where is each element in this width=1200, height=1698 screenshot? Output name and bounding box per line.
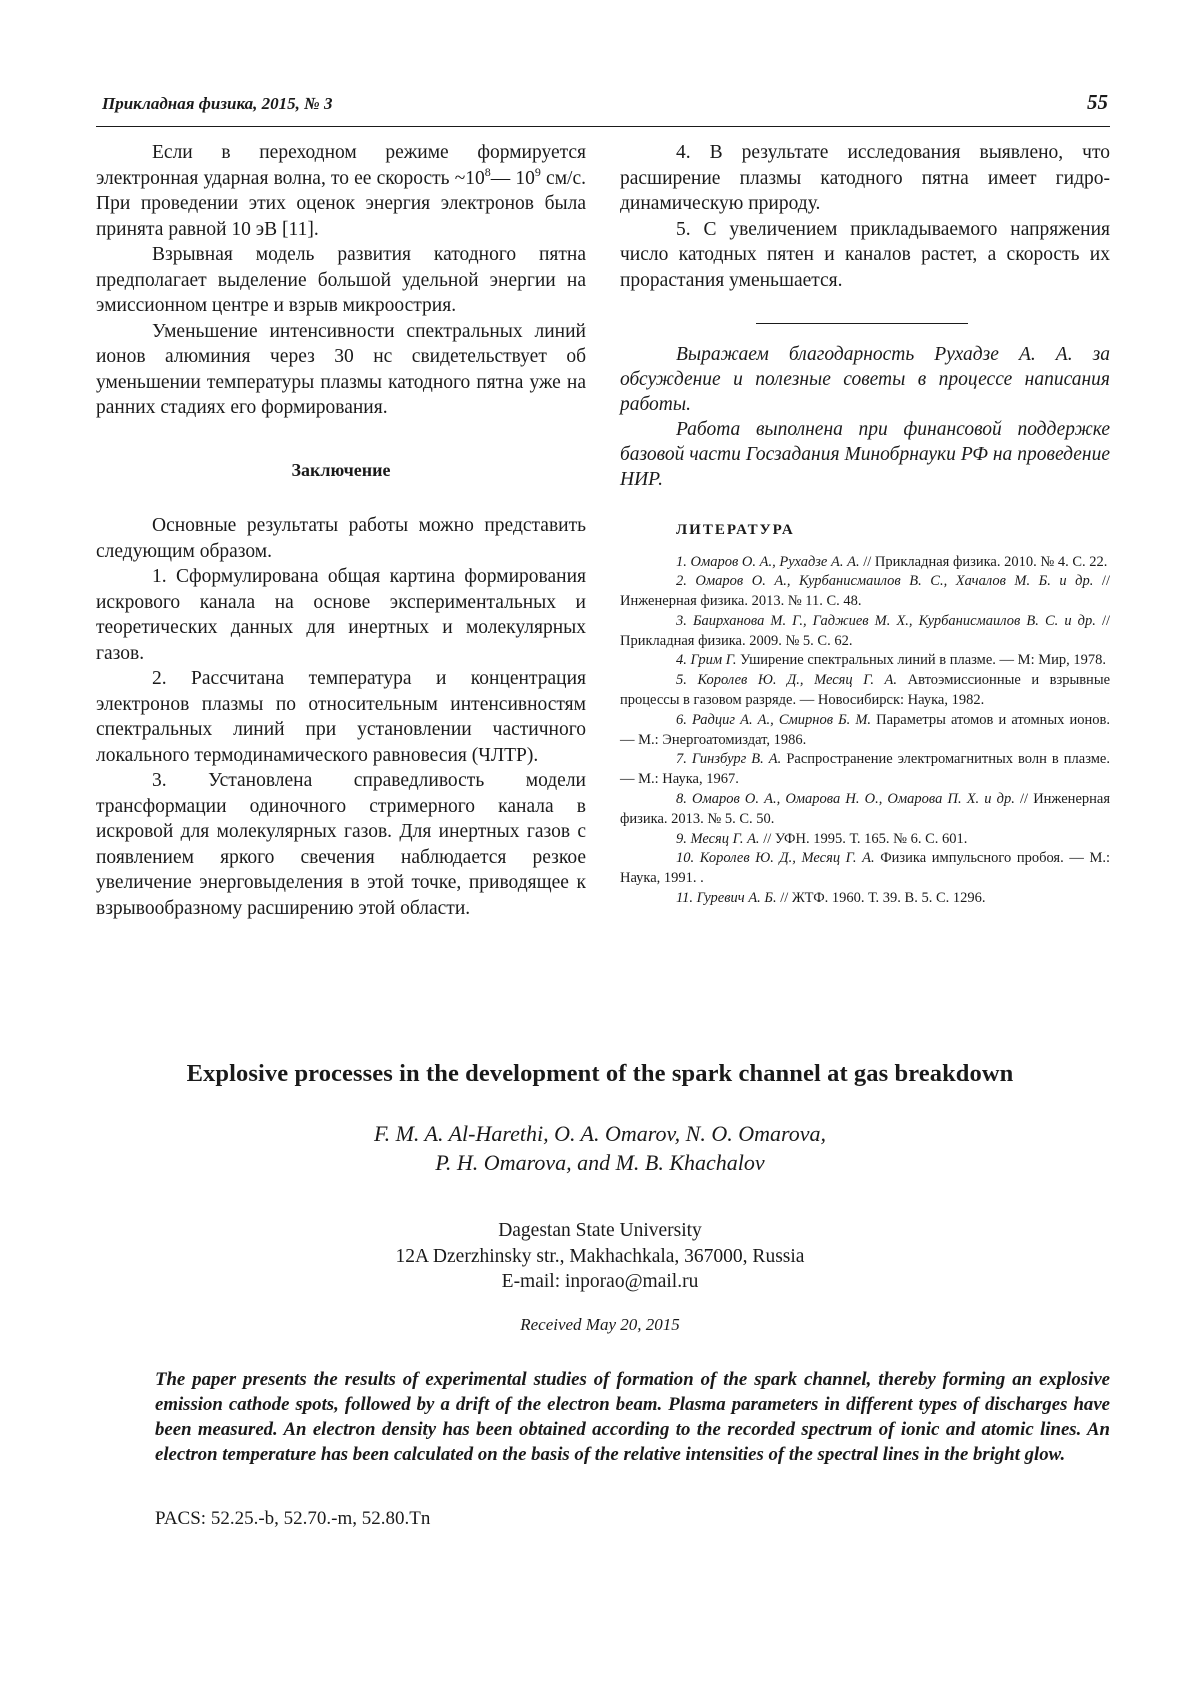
paragraph: Взрывная модель развития катодного пятна предполагает выделение большой удельной энергии на эмиссионном центре и взрыв микроострия. bbox=[96, 244, 586, 316]
references-heading: ЛИТЕРАТУРА bbox=[676, 522, 795, 538]
references-list bbox=[620, 553, 1110, 909]
reference-source: // УФН. 1995. Т. 165. № 6. С. 601. bbox=[759, 830, 968, 847]
paragraph bbox=[96, 140, 586, 242]
reference-item bbox=[620, 553, 1110, 573]
paragraph-text: Если в переходном режиме формируется электронная ударная волна, то ее скорость ~10 bbox=[96, 142, 586, 189]
affiliation: Dagestan State University bbox=[498, 1220, 702, 1241]
acknowledgement bbox=[620, 342, 1110, 492]
paragraph: Основные результаты работы можно представить следующим образом. bbox=[96, 515, 586, 562]
reference-item bbox=[620, 651, 1110, 671]
funding-text: Работа выполнена при финансовой поддержке базовой части Госзадания Минобрнауки РФ на проведение НИР. bbox=[620, 419, 1110, 490]
abstract: The paper presents the results of experimental studies of formation of the spark channel, thereby forming an explosive emission cathode spots, followed by a drift of the electron beam. Plasma parameters in different types of discharges have been measured. An electron density has been obtained according to the recorded spectrum of ionic and atomic lines. An electron temperature has been calculated on the basis of the relative intensities of the spectral lines in the bright glow. bbox=[155, 1369, 1110, 1465]
acknowledgement-text: Выражаем благодарность Рухадзе А. А. за обсуждение и полезные советы в процессе написания работы. bbox=[620, 344, 1110, 415]
page-number: 55 bbox=[1087, 90, 1108, 114]
reference-item bbox=[620, 750, 1110, 790]
affiliation-block bbox=[0, 1218, 1200, 1295]
authors-line: F. M. A. Al-Harethi, O. A. Omarov, N. O. Omarova, bbox=[374, 1121, 826, 1146]
reference-source: // Прикладная физика. 2009. № 5. С. 62. bbox=[620, 612, 1111, 649]
superscript: 8 bbox=[484, 164, 491, 179]
left-column bbox=[96, 140, 586, 921]
running-header bbox=[96, 90, 1110, 127]
english-title: Explosive processes in the development of the spark channel at gas breakdown bbox=[186, 1060, 1014, 1087]
reference-source: // Инженерная физика. 2013. № 5. С. 50. bbox=[620, 791, 1110, 827]
reference-authors: 9. Месяц Г. А. bbox=[676, 830, 760, 847]
reference-authors: 6. Радциг А. А., Смирнов Б. М. bbox=[676, 711, 872, 728]
reference-item bbox=[620, 849, 1110, 889]
paragraph: 3. Установлена справедливость модели трансформации одиночного стримерного канала в искровой для молекулярных газов. Для инертных газов с появлением яркого свечения наблюдается резкое увеличение энерговыделения в этой точке, приводящее к взрывообразному расширению этой области. bbox=[96, 770, 586, 919]
email: E-mail: inporao@mail.ru bbox=[501, 1271, 699, 1292]
reference-item bbox=[620, 612, 1110, 652]
journal-name: Прикладная физика, 2015, № 3 bbox=[102, 94, 333, 113]
english-authors bbox=[0, 1119, 1200, 1177]
reference-source: // ЖТФ. 1960. Т. 39. В. 5. С. 1296. bbox=[776, 890, 986, 907]
reference-item bbox=[620, 790, 1110, 830]
reference-authors: 10. Королев Ю. Д., Месяц Г. А. bbox=[676, 850, 875, 867]
reference-source: Параметры атомов и атомных ионов. — М.: Энергоатомиздат, 1986. bbox=[620, 711, 1110, 748]
conclusion-heading: Заключение bbox=[291, 459, 391, 480]
reference-item bbox=[620, 671, 1110, 711]
paragraph: 1. Сформулирована общая картина формирования искрового канала на основе экспериментальных и теоретических данных для инертных и молекулярных газов. bbox=[96, 566, 586, 664]
reference-item bbox=[620, 572, 1110, 612]
paragraph: Уменьшение интенсивности спектральных линий ионов алюминия через 30 нс свидетельствует об уменьшении температуры плазмы катодного пятна уже на ранних стадиях его формирования. bbox=[96, 320, 586, 418]
reference-item bbox=[620, 830, 1110, 850]
reference-authors: 2. Омаров О. А., Курбанисмаилов В. С., Хачалов М. Б. и др. bbox=[676, 573, 1094, 590]
received-date: Received May 20, 2015 bbox=[520, 1315, 680, 1334]
reference-item bbox=[620, 711, 1110, 751]
reference-source: Автоэмиссионные и взрывные процессы в газовом разряде. — Новосибирск: Наука, 1982. bbox=[620, 672, 1111, 709]
reference-authors: 11. Гуревич А. Б. bbox=[676, 890, 777, 907]
reference-source: Распространение электромагнитных волн в плазме. — М.: Наука, 1967. bbox=[620, 751, 1110, 788]
reference-source: Физика импульсного пробоя. — М.: Наука, 1991. . bbox=[620, 850, 1111, 887]
reference-authors: 8. Омаров О. А., Омарова Н. О., Омарова П. Х. и др. bbox=[676, 791, 1015, 808]
reference-source: // Инженерная физика. 2013. № 11. С. 48. bbox=[620, 573, 1110, 610]
paragraph: 4. В результате исследования выявлено, что расширение плазмы катодного пятна имеет гидродинамическую природу. bbox=[620, 142, 1110, 214]
reference-source: Уширение спектральных линий в плазме. — М: Мир, 1978. bbox=[736, 652, 1106, 669]
authors-line: P. H. Omarova, and M. B. Khachalov bbox=[435, 1150, 765, 1175]
paragraph-text: см/с. При проведении этих оценок энергия электронов была принята равной 10 эВ [11]. bbox=[96, 167, 586, 240]
reference-item bbox=[620, 889, 1110, 909]
section-divider bbox=[756, 323, 968, 324]
pacs-codes: PACS: 52.25.-b, 52.70.-m, 52.80.Tn bbox=[155, 1508, 431, 1529]
reference-authors: 1. Омаров О. А., Рухадзе А. А. bbox=[676, 553, 860, 570]
superscript: 9 bbox=[534, 164, 541, 179]
paragraph: 2. Рассчитана температура и концентрация электронов плазмы по относительным интенсивностям спектральных линий при установлении частичного локального термодинамического равновесия (ЧЛТР). bbox=[96, 668, 586, 766]
reference-authors: 3. Баирханова М. Г., Гаджиев М. Х., Курбанисмаилов В. С. и др. bbox=[676, 612, 1096, 629]
paragraph-text: — 10 bbox=[490, 167, 535, 189]
reference-source: // Прикладная физика. 2010. № 4. С. 22. bbox=[859, 553, 1108, 570]
reference-authors: 5. Королев Ю. Д., Месяц Г. А. bbox=[676, 672, 898, 689]
paragraph: 5. С увеличением прикладываемого напряжения число катодных пятен и каналов растет, а скорость их прорастания уменьшается. bbox=[620, 218, 1110, 291]
right-column bbox=[620, 140, 1110, 909]
reference-authors: 7. Гинзбург В. А. bbox=[676, 751, 782, 768]
address: 12A Dzerzhinsky str., Makhachkala, 367000, Russia bbox=[395, 1245, 805, 1267]
reference-authors: 4. Грим Г. bbox=[676, 652, 737, 669]
